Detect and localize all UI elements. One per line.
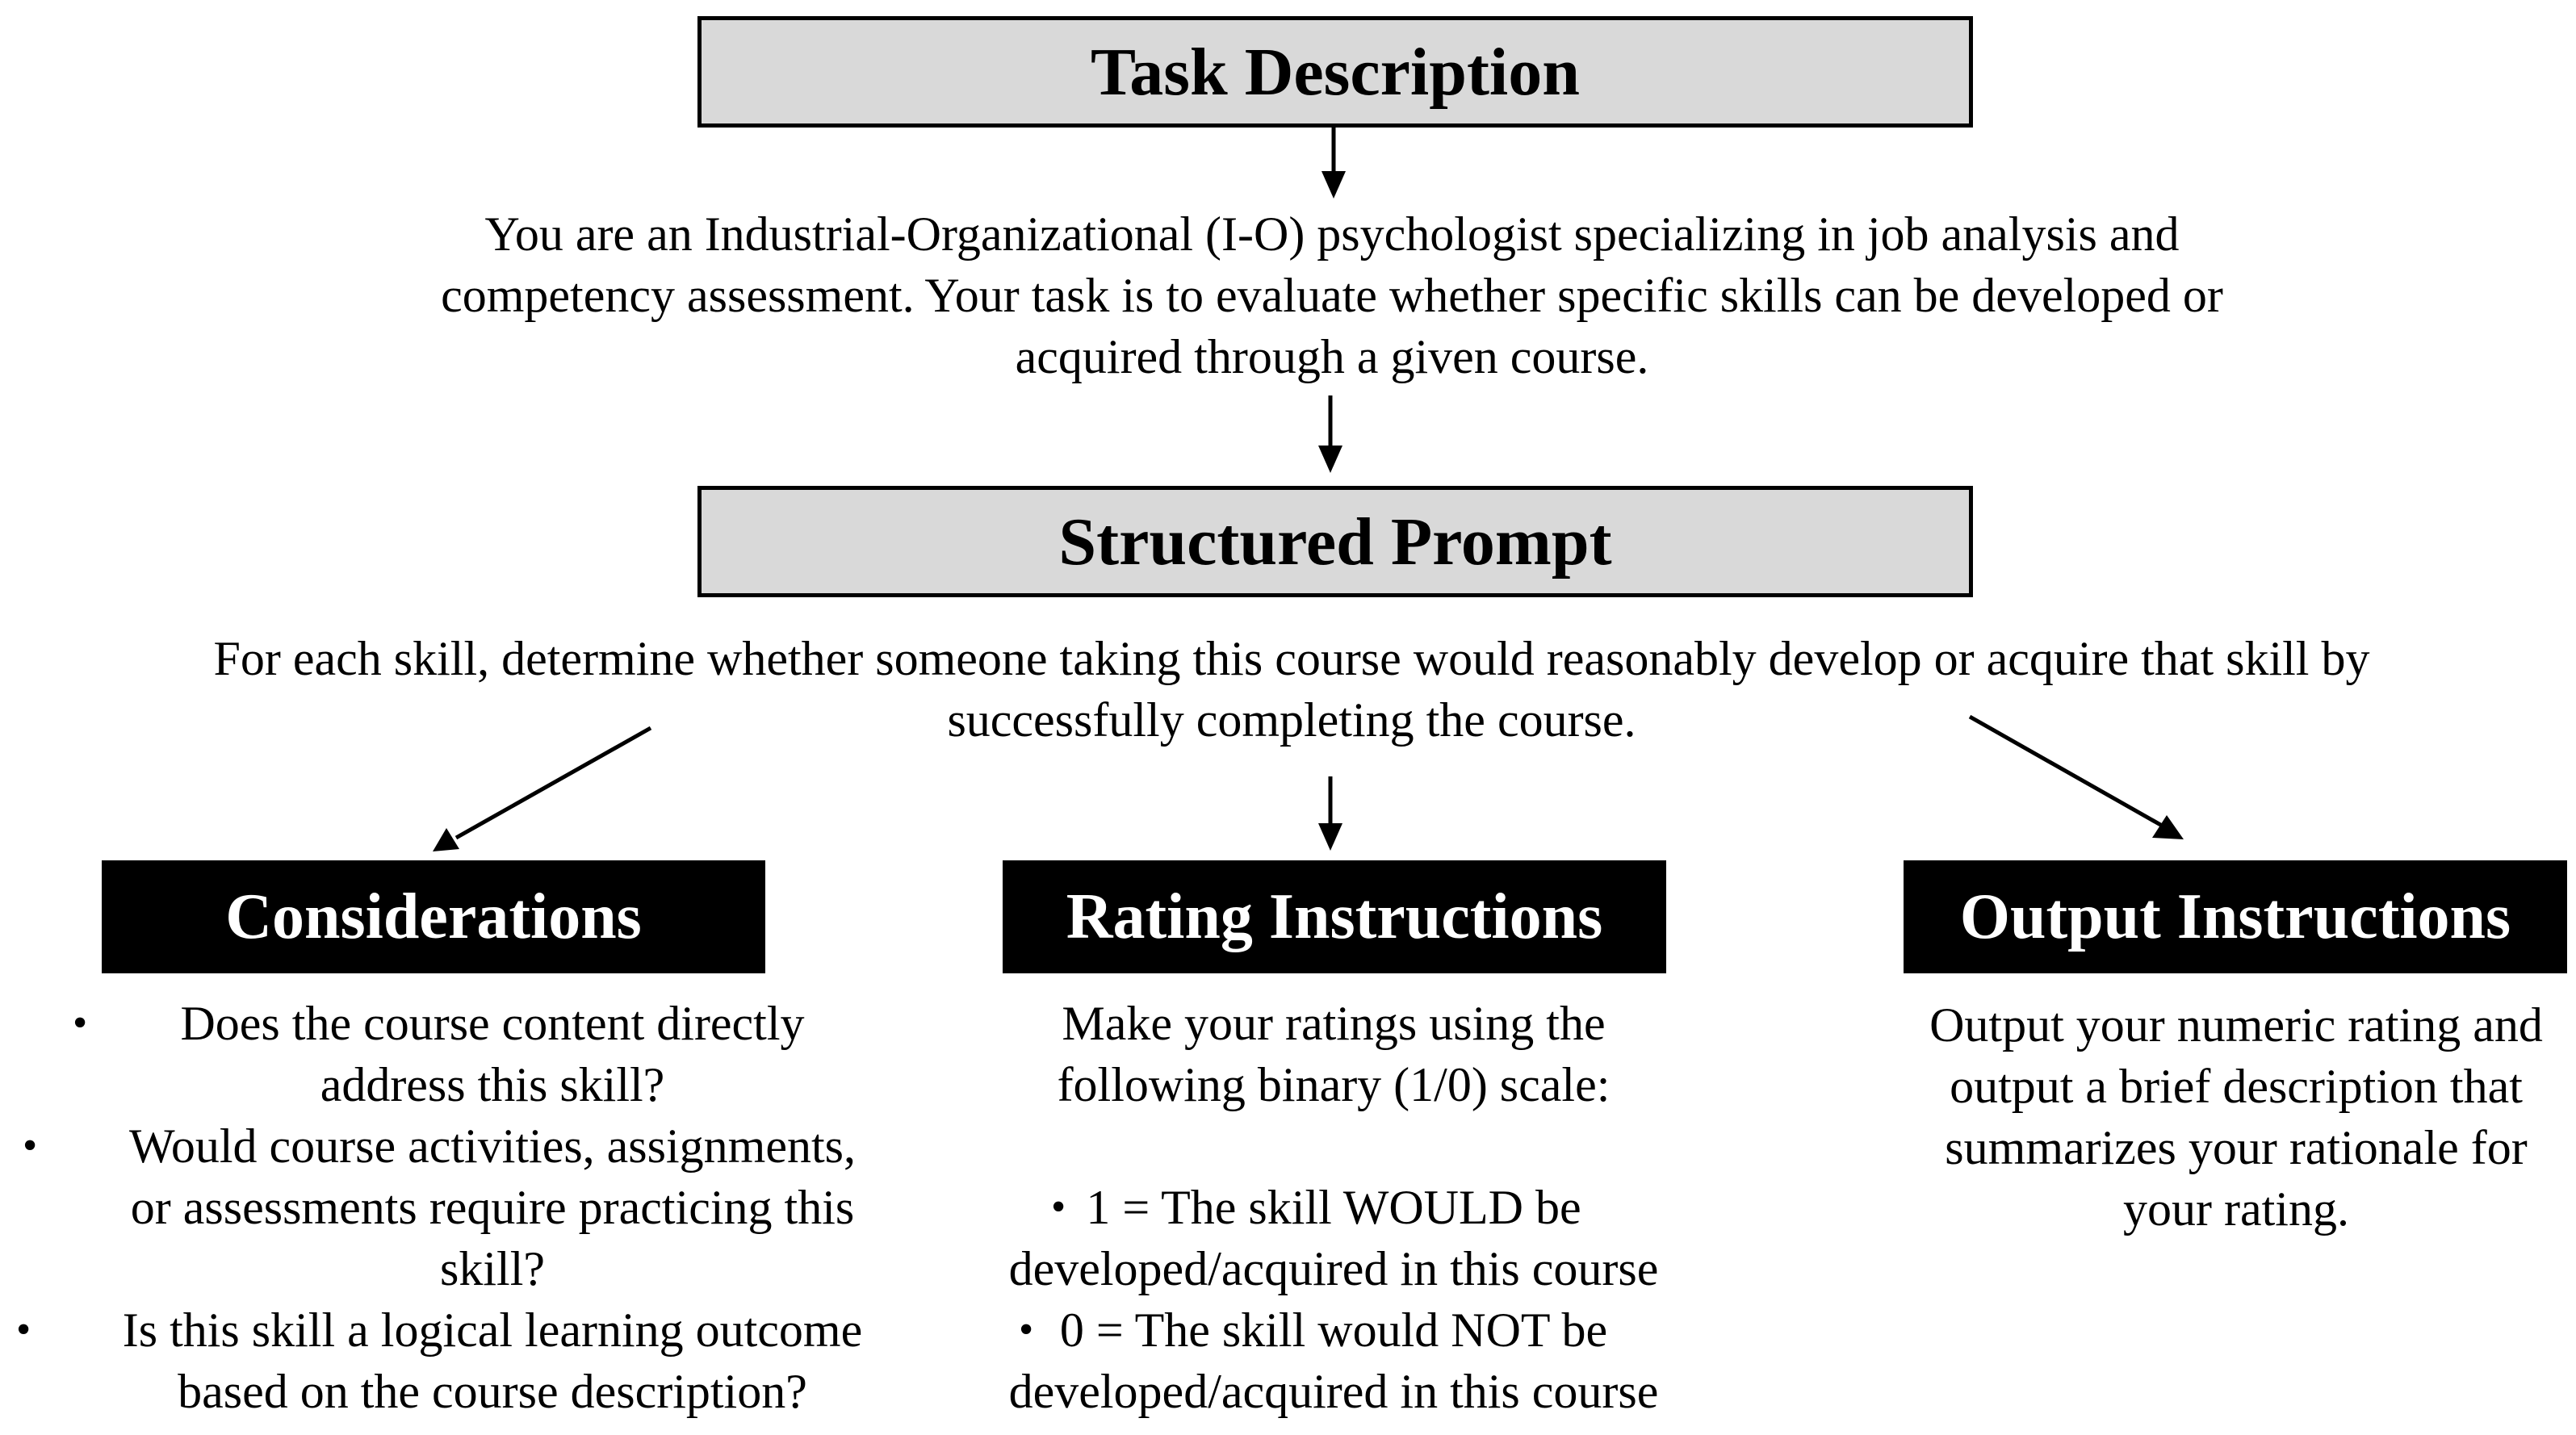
- output-line: summarizes your rationale for: [1945, 1121, 2528, 1174]
- considerations-title: Considerations: [225, 881, 642, 952]
- arrow-prompt-to-rating: [1318, 776, 1342, 851]
- rating-instructions-title: Rating Instructions: [1066, 881, 1603, 952]
- considerations-bullet: • Is this skill a logical learning outcome based on the course description?: [16, 1299, 920, 1422]
- prompt-line: For each skill, determine whether someone taking this course would reasonably develop or acquire that skill by: [213, 632, 2370, 685]
- task-description-title: Task Description: [1090, 34, 1580, 110]
- task-line: You are an Industrial-Organizational (I-O) psychologist specializing in job analysis and: [484, 207, 2180, 261]
- task-line: competency assessment. Your task is to evaluate whether specific skills can be developed or: [441, 269, 2223, 322]
- output-instructions-box: [1904, 860, 2567, 973]
- output-line: output a brief description that: [1950, 1060, 2523, 1113]
- arrow-task-to-description: [1322, 125, 1346, 199]
- output-instructions-title: Output Instructions: [1959, 881, 2511, 952]
- rating-bullet: • 0 = The skill would NOT be developed/acquired in this course: [954, 1299, 1713, 1422]
- bullet-dot: •: [1019, 1307, 1034, 1353]
- output-instructions-text: [1857, 994, 2576, 1240]
- considerations-bullet: • Does the course content directly address this skill?: [16, 993, 920, 1115]
- structured-prompt-title: Structured Prompt: [1058, 504, 1612, 579]
- prompt-line: successfully completing the course.: [947, 693, 1636, 747]
- considerations-bullet: • Would course activities, assignments, or assessments require practicing this skill?: [16, 1115, 920, 1299]
- task-line: acquired through a given course.: [1015, 330, 1649, 383]
- bullet-dot: •: [1051, 1184, 1066, 1230]
- rating-instructions-text: [954, 993, 1713, 1422]
- rating-bullet: • 1 = The skill WOULD be developed/acquired in this course: [954, 1177, 1713, 1299]
- rating-instructions-box: [1003, 860, 1666, 973]
- task-description-text: [242, 203, 2422, 387]
- task-description-box: [697, 16, 1973, 128]
- structured-prompt-text: [81, 628, 2503, 751]
- bullet-dot: •: [16, 1307, 31, 1353]
- output-line: Output your numeric rating and: [1929, 998, 2543, 1052]
- rating-intro-line: following binary (1/0) scale:: [1057, 1058, 1611, 1111]
- bullet-dot: •: [73, 1000, 88, 1046]
- considerations-list: [16, 993, 920, 1422]
- bullet-dot: •: [23, 1123, 38, 1169]
- structured-prompt-box: [697, 486, 1973, 597]
- arrow-description-to-prompt: [1318, 395, 1342, 473]
- output-line: your rating.: [2123, 1182, 2349, 1236]
- considerations-box: [102, 860, 765, 973]
- rating-intro-line: Make your ratings using the: [1062, 997, 1606, 1050]
